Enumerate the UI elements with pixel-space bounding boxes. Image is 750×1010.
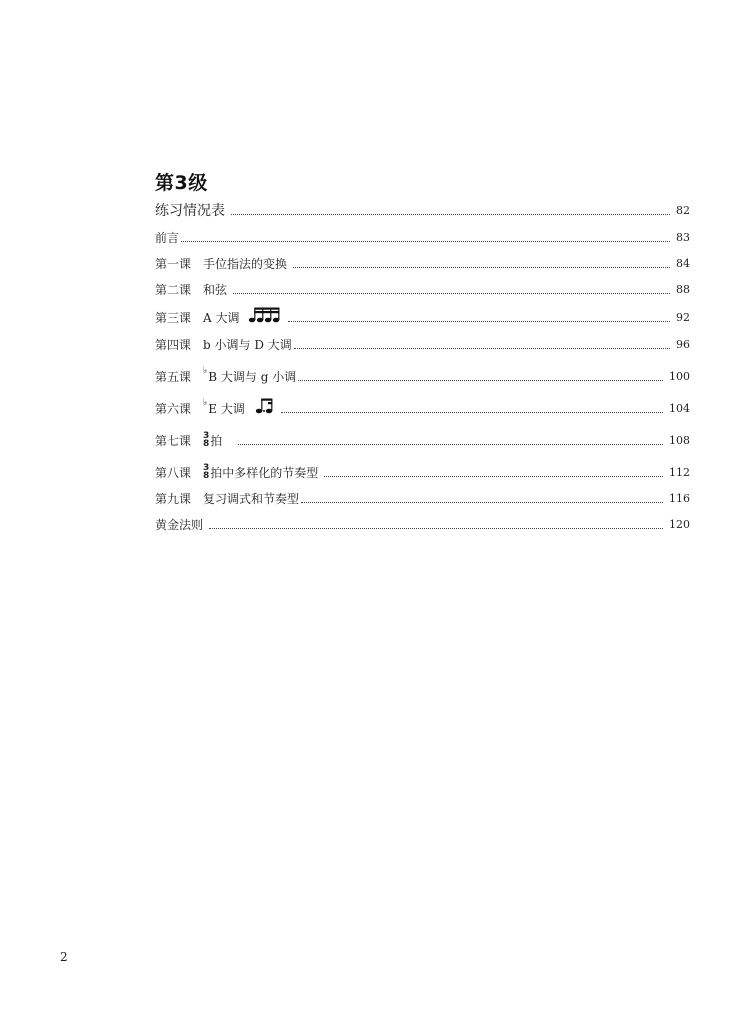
toc-row	[155, 365, 690, 387]
toc-row	[155, 397, 690, 419]
lesson-number: 第七课	[155, 433, 192, 448]
toc-row	[155, 226, 690, 248]
toc-title: 手位指法的变换	[203, 256, 288, 271]
lesson-number: 第二课	[155, 282, 192, 297]
dot-leader	[281, 412, 663, 413]
toc-page: 84	[676, 256, 690, 270]
dot-leader	[293, 267, 670, 268]
time-signature-bottom: 8	[203, 439, 210, 449]
time-signature-bottom: 8	[203, 471, 210, 481]
flat-sign: ♭	[203, 398, 208, 408]
dot-leader	[209, 528, 663, 529]
lesson-number: 第八课	[155, 465, 192, 480]
level-heading: 第3级	[155, 172, 208, 194]
toc-row	[155, 278, 690, 300]
page-number: 2	[60, 950, 68, 964]
toc-page: 82	[676, 203, 690, 217]
toc-row	[155, 487, 690, 509]
toc-row	[155, 429, 690, 451]
lesson-number: 第九课	[155, 491, 192, 506]
toc-row	[155, 199, 690, 221]
dot-leader	[301, 502, 663, 503]
dot-leader	[288, 321, 671, 322]
toc-title: 和弦	[203, 282, 228, 297]
toc-row	[155, 333, 690, 355]
toc-title: 前言	[155, 230, 180, 245]
toc-page: 116	[669, 491, 690, 505]
toc-page: 100	[669, 369, 690, 383]
toc-title: 拍中多样化的节奏型	[210, 465, 319, 480]
dot-leader	[294, 348, 670, 349]
toc-page: 112	[669, 465, 690, 479]
lesson-number: 第六课	[155, 401, 192, 416]
toc-page: 96	[676, 337, 690, 351]
time-signature-top: 3	[203, 431, 210, 441]
toc-row	[155, 252, 690, 274]
lesson-number: 第三课	[155, 310, 192, 325]
toc-page: 104	[669, 401, 690, 415]
dot-leader	[233, 293, 670, 294]
toc-row	[155, 461, 690, 483]
dot-leader	[324, 476, 663, 477]
lesson-number: 第一课	[155, 256, 192, 271]
toc-title: A 大调	[203, 310, 240, 325]
toc-row	[155, 513, 690, 535]
dot-leader	[298, 380, 663, 381]
toc-title: E 大调	[208, 401, 245, 416]
dot-leader	[238, 444, 663, 445]
time-signature	[203, 432, 209, 448]
toc-title: B 大调与 g 小调	[208, 369, 297, 384]
lesson-number: 第四课	[155, 337, 192, 352]
toc-title: 练习情况表	[155, 203, 225, 219]
toc-title: 黄金法则	[155, 517, 204, 532]
toc-page: 83	[676, 230, 690, 244]
toc-page: 108	[669, 433, 690, 447]
time-signature	[203, 464, 209, 480]
toc-title: 拍	[210, 433, 223, 448]
four-sixteenth-notes-icon	[248, 306, 282, 328]
toc-page: 88	[676, 282, 690, 296]
dot-leader	[231, 214, 670, 215]
toc-title: 复习调式和节奏型	[203, 491, 300, 506]
toc-title: b 小调与 D 大调	[203, 337, 292, 352]
dotted-eighth-sixteenth-icon	[255, 397, 275, 419]
toc-page: 92	[676, 310, 690, 324]
flat-sign: ♭	[203, 366, 208, 376]
dot-leader	[181, 241, 670, 242]
toc-row	[155, 306, 690, 328]
time-signature-top: 3	[203, 463, 210, 473]
lesson-number: 第五课	[155, 369, 192, 384]
toc-page: 120	[669, 517, 690, 531]
